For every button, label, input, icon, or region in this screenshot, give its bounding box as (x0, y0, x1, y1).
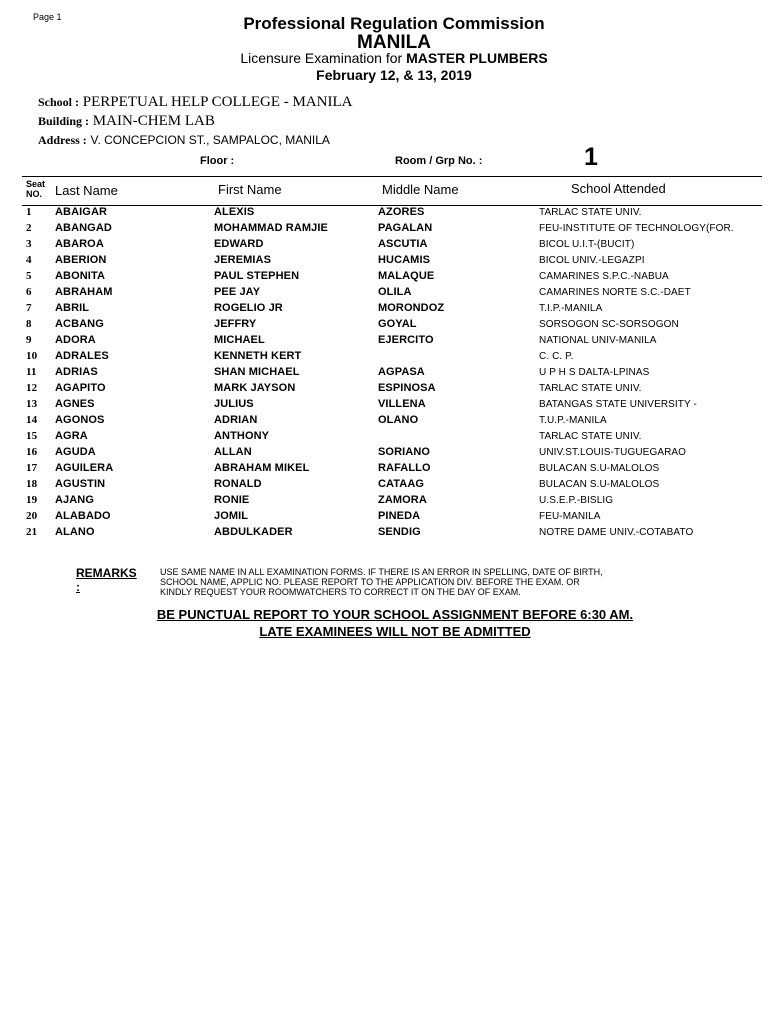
school-attended-cell: CAMARINES S.P.C.-NABUA (539, 271, 669, 282)
first-name-cell: JEFFRY (214, 318, 257, 330)
middle-name-cell: AGPASA (378, 366, 425, 378)
seat-number-cell: 16 (26, 446, 38, 458)
seat-number-cell: 3 (26, 238, 32, 250)
header-seat: Seat NO. (26, 179, 46, 199)
school-attended-cell: BATANGAS STATE UNIVERSITY - (539, 399, 697, 410)
school-attended-cell: BICOL U.I.T-(BUCIT) (539, 239, 635, 250)
building-value: MAIN-CHEM LAB (92, 113, 215, 129)
last-name-cell: ABANGAD (55, 222, 112, 234)
first-name-cell: JULIUS (214, 398, 254, 410)
seat-number-cell: 15 (26, 430, 38, 442)
school-attended-cell: TARLAC STATE UNIV. (539, 431, 642, 442)
table-row (22, 492, 762, 508)
seat-number-cell: 17 (26, 462, 38, 474)
middle-name-cell: HUCAMIS (378, 254, 431, 266)
first-name-cell: ALLAN (214, 446, 252, 458)
school-attended-cell: SORSOGON SC-SORSOGON (539, 319, 679, 330)
address-value: V. CONCEPCION ST., SAMPALOC, MANILA (90, 133, 330, 147)
page-label: Page 1 (33, 12, 62, 22)
school-attended-cell: UNIV.ST.LOUIS-TUGUEGARAO (539, 447, 687, 458)
seat-number-cell: 14 (26, 414, 38, 426)
school-attended-cell: FEU-INSTITUTE OF TECHNOLOGY(FOR. (539, 223, 734, 234)
school-attended-cell: U P H S DALTA-LPINAS (539, 367, 650, 378)
first-name-cell: ABDULKADER (214, 526, 293, 538)
seat-number-cell: 9 (26, 334, 32, 346)
address-line (38, 132, 330, 149)
first-name-cell: PEE JAY (214, 286, 261, 298)
middle-name-cell: VILLENA (378, 398, 426, 410)
middle-name-cell: ASCUTIA (378, 238, 428, 250)
last-name-cell: ABONITA (55, 270, 105, 282)
first-name-cell: ABRAHAM MIKEL (214, 462, 310, 474)
last-name-cell: AGUDA (55, 446, 96, 458)
first-name-cell: ROGELIO JR (214, 302, 283, 314)
last-name-cell: ABERION (55, 254, 107, 266)
exam-prefix: Licensure Examination for (240, 50, 403, 66)
middle-name-cell: PAGALAN (378, 222, 433, 234)
school-attended-cell: CAMARINES NORTE S.C.-DAET (539, 287, 691, 298)
floor-label: Floor : (200, 155, 235, 167)
remarks-label: REMARKS : (76, 566, 137, 594)
middle-name-cell: PINEDA (378, 510, 421, 522)
last-name-cell: ABRAHAM (55, 286, 113, 298)
first-name-cell: ANTHONY (214, 430, 270, 442)
seat-number-cell: 13 (26, 398, 38, 410)
last-name-cell: ADORA (55, 334, 96, 346)
seat-number-cell: 18 (26, 478, 38, 490)
school-line (38, 94, 352, 111)
middle-name-cell: MORONDOZ (378, 302, 445, 314)
seat-number-cell: 20 (26, 510, 38, 522)
table-row (22, 204, 762, 220)
school-label: School : (38, 95, 80, 109)
school-value: PERPETUAL HELP COLLEGE - MANILA (82, 94, 353, 110)
middle-name-cell: EJERCITO (378, 334, 434, 346)
school-attended-cell: TARLAC STATE UNIV. (539, 383, 642, 394)
table-row (22, 316, 762, 332)
table-row (22, 332, 762, 348)
last-name-cell: AGUILERA (55, 462, 114, 474)
examinee-list (22, 204, 762, 540)
address-label: Address : (38, 133, 87, 147)
first-name-cell: JOMIL (214, 510, 249, 522)
middle-name-cell: CATAAG (378, 478, 425, 490)
middle-name-cell: SORIANO (378, 446, 431, 458)
table-row (22, 396, 762, 412)
table-row (22, 412, 762, 428)
middle-name-cell: RAFALLO (378, 462, 431, 474)
remarks-line: SCHOOL NAME, APPLIC NO. PLEASE REPORT TO THE APPLICATION DIV. BEFORE THE EXAM. OR (160, 577, 580, 587)
first-name-cell: KENNETH KERT (214, 350, 302, 362)
punctual-notice: BE PUNCTUAL REPORT TO YOUR SCHOOL ASSIGNMENT BEFORE 6:30 AM. (156, 607, 634, 622)
header-school-attended: School Attended (571, 181, 666, 196)
first-name-cell: MICHAEL (214, 334, 265, 346)
school-attended-cell: T.U.P.-MANILA (539, 415, 607, 426)
school-attended-cell: U.S.E.P.-BISLIG (539, 495, 614, 506)
table-row (22, 364, 762, 380)
table-row (22, 348, 762, 364)
middle-name-cell: OLANO (378, 414, 419, 426)
late-notice: LATE EXAMINEES WILL NOT BE ADMITTED (259, 624, 531, 639)
building-line (38, 113, 215, 130)
school-attended-cell: BULACAN S.U-MALOLOS (539, 479, 660, 490)
table-row (22, 284, 762, 300)
city-title: MANILA (357, 32, 431, 53)
middle-name-cell: MALAQUE (378, 270, 435, 282)
building-label: Building : (38, 114, 90, 128)
table-row (22, 524, 762, 540)
middle-name-cell: OLILA (378, 286, 412, 298)
middle-name-cell: SENDIG (378, 526, 421, 538)
table-row (22, 444, 762, 460)
school-attended-cell: BICOL UNIV.-LEGAZPI (539, 255, 645, 266)
middle-name-cell: ESPINOSA (378, 382, 436, 394)
first-name-cell: MARK JAYSON (214, 382, 296, 394)
first-name-cell: RONIE (214, 494, 250, 506)
first-name-cell: MOHAMMAD RAMJIE (214, 222, 328, 234)
school-attended-cell: FEU-MANILA (539, 511, 601, 522)
room-label: Room / Grp No. : (395, 155, 483, 167)
table-row (22, 300, 762, 316)
exam-title (0, 50, 768, 66)
last-name-cell: ABAROA (55, 238, 104, 250)
first-name-cell: PAUL STEPHEN (214, 270, 300, 282)
last-name-cell: AGONOS (55, 414, 105, 426)
table-row (22, 460, 762, 476)
seat-number-cell: 4 (26, 254, 32, 266)
last-name-cell: ABRIL (55, 302, 90, 314)
seat-number-cell: 5 (26, 270, 32, 282)
table-row (22, 220, 762, 236)
last-name-cell: ABAIGAR (55, 206, 108, 218)
first-name-cell: ALEXIS (214, 206, 255, 218)
table-row (22, 236, 762, 252)
last-name-cell: ACBANG (55, 318, 104, 330)
table-row (22, 380, 762, 396)
seat-number-cell: 6 (26, 286, 32, 298)
middle-name-cell: GOYAL (378, 318, 417, 330)
remarks-line: KINDLY REQUEST YOUR ROOMWATCHERS TO CORRECT IT ON THE DAY OF EXAM. (160, 587, 521, 597)
middle-name-cell: AZORES (378, 206, 425, 218)
school-attended-cell: NATIONAL UNIV-MANILA (539, 335, 657, 346)
school-attended-cell: TARLAC STATE UNIV. (539, 207, 642, 218)
table-header (22, 176, 762, 206)
last-name-cell: AGNES (55, 398, 95, 410)
seat-number-cell: 2 (26, 222, 32, 234)
seat-number-cell: 19 (26, 494, 38, 506)
table-row (22, 428, 762, 444)
seat-number-cell: 7 (26, 302, 32, 314)
first-name-cell: EDWARD (214, 238, 264, 250)
agency-title: Professional Regulation Commission (243, 14, 545, 33)
last-name-cell: AGUSTIN (55, 478, 106, 490)
first-name-cell: ADRIAN (214, 414, 258, 426)
seat-number-cell: 1 (26, 206, 32, 218)
seat-number-cell: 12 (26, 382, 38, 394)
first-name-cell: RONALD (214, 478, 262, 490)
seat-number-cell: 8 (26, 318, 32, 330)
seat-number-cell: 21 (26, 526, 38, 538)
last-name-cell: AGAPITO (55, 382, 106, 394)
table-row (22, 508, 762, 524)
first-name-cell: JEREMIAS (214, 254, 272, 266)
remarks-line: USE SAME NAME IN ALL EXAMINATION FORMS. IF THERE IS AN ERROR IN SPELLING, DATE OF BIRTH, (160, 567, 603, 577)
last-name-cell: ADRIAS (55, 366, 98, 378)
last-name-cell: ALABADO (55, 510, 111, 522)
last-name-cell: ADRALES (55, 350, 109, 362)
last-name-cell: ALANO (55, 526, 95, 538)
seat-number-cell: 11 (26, 366, 37, 378)
exam-subject: MASTER PLUMBERS (406, 50, 548, 66)
last-name-cell: AGRA (55, 430, 88, 442)
school-attended-cell: BULACAN S.U-MALOLOS (539, 463, 660, 474)
first-name-cell: SHAN MICHAEL (214, 366, 300, 378)
room-number: 1 (584, 143, 598, 171)
seat-number-cell: 10 (26, 350, 38, 362)
middle-name-cell: ZAMORA (378, 494, 427, 506)
table-row (22, 268, 762, 284)
table-row (22, 476, 762, 492)
remarks-text (160, 567, 680, 597)
school-attended-cell: C. C. P. (539, 351, 574, 362)
header-first-name: First Name (218, 182, 282, 197)
exam-dates: February 12, & 13, 2019 (316, 67, 472, 83)
school-attended-cell: T.I.P.-MANILA (539, 303, 603, 314)
header-middle-name: Middle Name (382, 182, 459, 197)
last-name-cell: AJANG (55, 494, 95, 506)
table-row (22, 252, 762, 268)
header-last-name: Last Name (55, 183, 118, 198)
school-attended-cell: NOTRE DAME UNIV.-COTABATO (539, 527, 694, 538)
